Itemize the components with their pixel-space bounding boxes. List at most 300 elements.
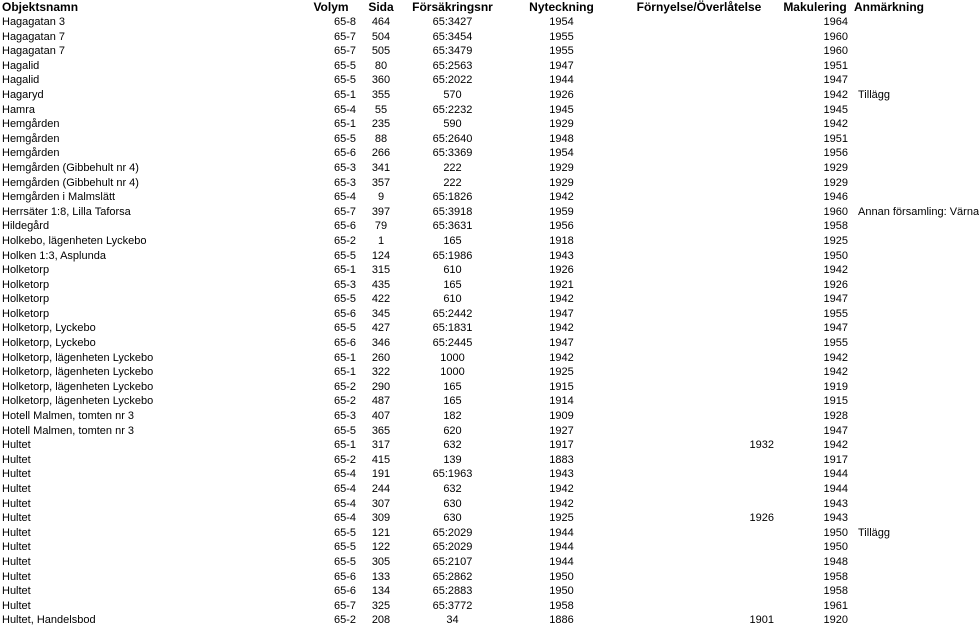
table-row — [0, 467, 960, 482]
cell-anmarkning — [852, 132, 960, 147]
cell-nyteckning: 1925 — [549, 512, 574, 525]
cell-volym: 65-7 — [333, 45, 356, 58]
cell-volym: 65-5 — [333, 526, 356, 539]
cell-volym: 65-3 — [333, 278, 356, 291]
cell-forsakringsnr: 570 — [443, 88, 462, 101]
cell-makulering: 1955 — [823, 337, 848, 350]
table-row — [0, 176, 960, 191]
cell-fornyelse — [620, 103, 778, 118]
cell-makulering: 1944 — [823, 483, 848, 495]
cell-objektsnamn: Holketorp — [2, 293, 50, 306]
table-row — [0, 613, 960, 628]
cell-forsakringsnr: 65:2029 — [432, 541, 473, 554]
cell-nyteckning: 1950 — [549, 570, 574, 583]
header-forsakringsnr: Försäkringsnr — [412, 0, 493, 14]
cell-forsakringsnr: 34 — [446, 614, 459, 627]
cell-sida: 415 — [371, 453, 391, 466]
cell-makulering: 1951 — [823, 59, 848, 72]
table-row — [0, 599, 960, 614]
cell-sida: 133 — [371, 570, 391, 583]
cell-anmarkning — [852, 570, 960, 585]
cell-anmarkning — [852, 409, 960, 424]
cell-makulering: 1960 — [823, 205, 848, 218]
cell-anmarkning — [852, 59, 960, 74]
cell-sida: 79 — [374, 220, 388, 233]
table-row — [0, 511, 960, 526]
cell-fornyelse — [620, 219, 778, 234]
cell-objektsnamn: Hagaryd — [2, 88, 44, 101]
table-row — [0, 394, 960, 409]
cell-forsakringsnr: 65:1963 — [432, 468, 473, 481]
cell-anmarkning — [852, 146, 960, 161]
cell-makulering: 1942 — [823, 439, 848, 452]
table-row — [0, 219, 960, 234]
cell-volym: 65-7 — [333, 205, 356, 218]
cell-nyteckning: 1945 — [549, 103, 574, 116]
cell-makulering: 1947 — [823, 293, 848, 306]
cell-nyteckning: 1959 — [549, 205, 574, 218]
cell-volym: 65-5 — [333, 424, 356, 437]
cell-fornyelse — [620, 190, 778, 205]
cell-objektsnamn: Hotell Malmen, tomten nr 3 — [2, 424, 135, 437]
cell-anmarkning — [852, 117, 960, 132]
cell-sida: 305 — [371, 555, 391, 568]
cell-makulering: 1942 — [823, 88, 848, 101]
cell-makulering: 1960 — [823, 45, 848, 58]
cell-fornyelse — [620, 249, 778, 264]
cell-volym: 65-6 — [333, 570, 356, 583]
cell-sida: 9 — [377, 191, 385, 204]
cell-anmarkning — [852, 249, 960, 264]
cell-makulering: 1947 — [823, 424, 848, 437]
cell-anmarkning — [852, 351, 960, 366]
cell-anmarkning — [852, 278, 960, 293]
cell-makulering: 1917 — [823, 453, 848, 466]
cell-nyteckning: 1954 — [549, 16, 574, 28]
cell-sida: 260 — [371, 351, 391, 364]
table-row — [0, 380, 960, 395]
cell-nyteckning: 1926 — [549, 88, 574, 101]
cell-fornyelse — [620, 526, 778, 541]
cell-forsakringsnr: 65:2442 — [432, 307, 473, 320]
cell-fornyelse — [620, 146, 778, 161]
cell-volym: 65-2 — [333, 453, 356, 466]
cell-forsakringsnr: 630 — [443, 512, 462, 525]
cell-volym: 65-2 — [333, 614, 356, 627]
cell-volym: 65-8 — [333, 16, 356, 28]
table-row — [0, 292, 960, 307]
cell-forsakringsnr: 65:2640 — [432, 132, 473, 145]
table-row — [0, 161, 960, 176]
cell-makulering: 1947 — [823, 74, 848, 87]
cell-forsakringsnr: 65:2029 — [432, 526, 473, 539]
header-makulering: Makulering — [783, 0, 847, 14]
cell-makulering: 1947 — [823, 322, 848, 335]
cell-volym: 65-5 — [333, 555, 356, 568]
cell-sida: 365 — [371, 424, 391, 437]
cell-objektsnamn: Holketorp, lägenheten Lyckebo — [2, 395, 154, 408]
cell-anmarkning — [852, 15, 960, 30]
cell-volym: 65-4 — [333, 103, 356, 116]
cell-volym: 65-6 — [333, 585, 356, 598]
cell-objektsnamn: Hultet — [2, 541, 31, 554]
cell-makulering: 1944 — [823, 468, 848, 481]
table-row — [0, 263, 960, 278]
cell-objektsnamn: Hultet — [2, 555, 31, 568]
cell-anmarkning: Tillägg — [858, 88, 890, 101]
cell-sida: 121 — [371, 526, 391, 539]
cell-forsakringsnr: 139 — [443, 453, 462, 466]
cell-anmarkning — [852, 30, 960, 45]
cell-objektsnamn: Hultet — [2, 497, 31, 510]
cell-forsakringsnr: 620 — [443, 424, 462, 437]
cell-anmarkning — [852, 453, 960, 468]
cell-forsakringsnr: 165 — [443, 278, 462, 291]
cell-fornyelse — [620, 234, 778, 249]
table-body — [0, 15, 979, 628]
cell-sida: 435 — [371, 278, 391, 291]
cell-anmarkning — [852, 234, 960, 249]
cell-nyteckning: 1942 — [549, 191, 574, 204]
cell-forsakringsnr: 632 — [443, 483, 462, 495]
cell-objektsnamn: Hemgården — [2, 132, 60, 145]
cell-forsakringsnr: 182 — [443, 410, 462, 423]
cell-objektsnamn: Hamra — [2, 103, 36, 116]
cell-fornyelse: 1932 — [749, 439, 774, 452]
cell-makulering: 1942 — [823, 351, 848, 364]
cell-nyteckning: 1929 — [549, 118, 574, 131]
table-row — [0, 190, 960, 205]
cell-sida: 505 — [371, 45, 391, 58]
cell-nyteckning: 1947 — [549, 307, 574, 320]
cell-sida: 346 — [371, 337, 391, 350]
table-row — [0, 365, 960, 380]
cell-forsakringsnr: 65:2862 — [432, 570, 473, 583]
cell-fornyelse — [620, 88, 778, 103]
cell-forsakringsnr: 65:1826 — [432, 191, 473, 204]
cell-sida: 191 — [371, 468, 391, 481]
cell-makulering: 1955 — [823, 307, 848, 320]
cell-volym: 65-5 — [333, 132, 356, 145]
cell-sida: 315 — [371, 264, 391, 277]
header-nyteckning: Nyteckning — [529, 0, 594, 14]
cell-fornyelse — [620, 132, 778, 147]
cell-objektsnamn: Hagagatan 7 — [2, 30, 65, 43]
cell-forsakringsnr: 222 — [443, 176, 462, 189]
cell-volym: 65-3 — [333, 410, 356, 423]
cell-nyteckning: 1926 — [549, 264, 574, 277]
header-volym: Volym — [313, 0, 349, 14]
cell-fornyelse — [620, 44, 778, 59]
cell-objektsnamn: Hagalid — [2, 74, 40, 87]
cell-forsakringsnr: 65:3454 — [432, 30, 473, 43]
cell-forsakringsnr: 610 — [443, 293, 462, 306]
cell-forsakringsnr: 65:1986 — [432, 249, 473, 262]
table-row — [0, 205, 960, 220]
table-row — [0, 117, 960, 132]
cell-volym: 65-1 — [333, 264, 356, 277]
cell-sida: 122 — [371, 541, 391, 554]
cell-anmarkning — [852, 219, 960, 234]
cell-volym: 65-5 — [333, 293, 356, 306]
cell-anmarkning — [852, 103, 960, 118]
cell-objektsnamn: Holketorp, lägenheten Lyckebo — [2, 351, 154, 364]
cell-makulering: 1951 — [823, 132, 848, 145]
cell-objektsnamn: Hultet — [2, 585, 31, 598]
cell-objektsnamn: Hultet — [2, 512, 31, 525]
cell-nyteckning: 1944 — [549, 555, 574, 568]
cell-forsakringsnr: 632 — [443, 439, 462, 452]
cell-sida: 357 — [371, 176, 391, 189]
cell-volym: 65-5 — [333, 74, 356, 87]
cell-sida: 345 — [371, 307, 391, 320]
cell-fornyelse — [620, 599, 778, 614]
cell-volym: 65-1 — [333, 366, 356, 379]
cell-makulering: 1925 — [823, 234, 848, 247]
cell-anmarkning — [852, 190, 960, 205]
cell-volym: 65-5 — [333, 59, 356, 72]
cell-nyteckning: 1955 — [549, 30, 574, 43]
cell-sida: 322 — [371, 366, 391, 379]
cell-fornyelse — [620, 584, 778, 599]
cell-sida: 124 — [371, 249, 391, 262]
cell-nyteckning: 1886 — [549, 614, 574, 627]
table-row — [0, 526, 960, 541]
table-row — [0, 424, 960, 439]
cell-objektsnamn: Hultet — [2, 570, 31, 583]
cell-objektsnamn: Holketorp — [2, 264, 50, 277]
cell-sida: 309 — [371, 512, 391, 525]
header-objektsnamn: Objektsnamn — [2, 0, 79, 14]
cell-nyteckning: 1947 — [549, 337, 574, 350]
cell-makulering: 1926 — [823, 278, 848, 291]
cell-anmarkning — [852, 497, 960, 512]
cell-anmarkning — [852, 394, 960, 409]
cell-volym: 65-1 — [333, 88, 356, 101]
cell-nyteckning: 1943 — [549, 249, 574, 262]
cell-fornyelse — [620, 263, 778, 278]
cell-forsakringsnr: 65:3631 — [432, 220, 473, 233]
cell-nyteckning: 1909 — [549, 410, 574, 423]
cell-anmarkning — [852, 321, 960, 336]
cell-volym: 65-6 — [333, 147, 356, 160]
cell-sida: 290 — [371, 380, 391, 393]
cell-anmarkning — [852, 438, 960, 453]
cell-fornyelse — [620, 59, 778, 74]
cell-sida: 464 — [371, 16, 391, 28]
cell-volym: 65-7 — [333, 30, 356, 43]
cell-objektsnamn: Hagagatan 7 — [2, 45, 65, 58]
cell-fornyelse — [620, 205, 778, 220]
cell-makulering: 1929 — [823, 161, 848, 174]
cell-forsakringsnr: 65:2022 — [432, 74, 473, 87]
cell-sida: 55 — [374, 103, 388, 116]
cell-sida: 244 — [371, 483, 391, 495]
cell-fornyelse — [620, 30, 778, 45]
cell-objektsnamn: Hagalid — [2, 59, 40, 72]
cell-anmarkning — [852, 365, 960, 380]
table-row — [0, 555, 960, 570]
cell-sida: 407 — [371, 410, 391, 423]
cell-objektsnamn: Holkebo, lägenheten Lyckebo — [2, 234, 147, 247]
cell-volym: 65-3 — [333, 161, 356, 174]
cell-sida: 1 — [377, 234, 385, 247]
cell-anmarkning — [852, 336, 960, 351]
cell-forsakringsnr: 590 — [443, 118, 462, 131]
cell-objektsnamn: Hagagatan 3 — [2, 16, 65, 28]
cell-sida: 341 — [371, 161, 391, 174]
cell-volym: 65-1 — [333, 439, 356, 452]
cell-fornyelse — [620, 555, 778, 570]
cell-anmarkning — [852, 380, 960, 395]
cell-objektsnamn: Hultet — [2, 526, 31, 539]
cell-nyteckning: 1929 — [549, 176, 574, 189]
table-row — [0, 409, 960, 424]
cell-anmarkning — [852, 599, 960, 614]
cell-nyteckning: 1948 — [549, 132, 574, 145]
cell-nyteckning: 1947 — [549, 59, 574, 72]
cell-sida: 80 — [374, 59, 388, 72]
header-sida: Sida — [368, 0, 394, 14]
cell-makulering: 1943 — [823, 497, 848, 510]
table-row — [0, 584, 960, 599]
cell-forsakringsnr: 65:3369 — [432, 147, 473, 160]
cell-anmarkning — [852, 555, 960, 570]
cell-sida: 360 — [371, 74, 391, 87]
cell-sida: 235 — [371, 118, 391, 131]
cell-fornyelse — [620, 351, 778, 366]
cell-objektsnamn: Holketorp — [2, 278, 50, 291]
cell-volym: 65-6 — [333, 307, 356, 320]
cell-objektsnamn: Hultet — [2, 453, 31, 466]
cell-nyteckning: 1944 — [549, 541, 574, 554]
cell-volym: 65-7 — [333, 599, 356, 612]
cell-nyteckning: 1956 — [549, 220, 574, 233]
cell-forsakringsnr: 1000 — [440, 351, 465, 364]
cell-makulering: 1961 — [823, 599, 848, 612]
cell-makulering: 1919 — [823, 380, 848, 393]
table-row — [0, 438, 960, 453]
cell-makulering: 1958 — [823, 220, 848, 233]
table-row — [0, 453, 960, 468]
cell-nyteckning: 1927 — [549, 424, 574, 437]
cell-forsakringsnr: 1000 — [440, 366, 465, 379]
table-row — [0, 132, 960, 147]
cell-makulering: 1964 — [823, 16, 848, 28]
cell-volym: 65-4 — [333, 497, 356, 510]
cell-nyteckning: 1915 — [549, 380, 574, 393]
cell-volym: 65-4 — [333, 191, 356, 204]
cell-fornyelse — [620, 15, 778, 30]
cell-objektsnamn: Hemgården (Gibbehult nr 4) — [2, 176, 139, 189]
table-row — [0, 59, 960, 74]
cell-volym: 65-1 — [333, 351, 356, 364]
cell-sida: 266 — [371, 147, 391, 160]
cell-objektsnamn: Herrsäter 1:8, Lilla Taforsa — [2, 205, 131, 218]
cell-makulering: 1929 — [823, 176, 848, 189]
cell-sida: 325 — [371, 599, 391, 612]
cell-forsakringsnr: 65:2107 — [432, 555, 473, 568]
cell-anmarkning — [852, 613, 960, 628]
cell-objektsnamn: Holketorp — [2, 307, 50, 320]
cell-volym: 65-4 — [333, 468, 356, 481]
cell-sida: 397 — [371, 205, 391, 218]
cell-objektsnamn: Holketorp, lägenheten Lyckebo — [2, 366, 154, 379]
cell-fornyelse — [620, 497, 778, 512]
cell-objektsnamn: Hemgården i Malmslätt — [2, 191, 116, 204]
table-row — [0, 482, 960, 497]
cell-makulering: 1950 — [823, 249, 848, 262]
cell-fornyelse — [620, 467, 778, 482]
cell-objektsnamn: Hultet — [2, 439, 31, 452]
cell-fornyelse: 1901 — [749, 614, 774, 627]
cell-volym: 65-6 — [333, 337, 356, 350]
table-header — [0, 0, 960, 15]
cell-fornyelse — [620, 424, 778, 439]
cell-objektsnamn: Hemgården — [2, 147, 60, 160]
cell-sida: 504 — [371, 30, 391, 43]
cell-sida: 208 — [371, 614, 391, 627]
cell-fornyelse — [620, 570, 778, 585]
cell-objektsnamn: Hultet, Handelsbod — [2, 614, 96, 627]
cell-makulering: 1950 — [823, 526, 848, 539]
cell-anmarkning — [852, 161, 960, 176]
cell-anmarkning — [852, 176, 960, 191]
cell-fornyelse — [620, 336, 778, 351]
cell-nyteckning: 1929 — [549, 161, 574, 174]
table-row — [0, 540, 960, 555]
cell-nyteckning: 1883 — [549, 453, 574, 466]
cell-nyteckning: 1944 — [549, 526, 574, 539]
cell-volym: 65-3 — [333, 176, 356, 189]
table-row — [0, 44, 960, 59]
cell-forsakringsnr: 65:3427 — [432, 16, 473, 28]
cell-nyteckning: 1942 — [549, 351, 574, 364]
cell-fornyelse — [620, 453, 778, 468]
cell-forsakringsnr: 65:2445 — [432, 337, 473, 350]
cell-fornyelse — [620, 380, 778, 395]
cell-forsakringsnr: 222 — [443, 161, 462, 174]
cell-nyteckning: 1918 — [549, 234, 574, 247]
cell-nyteckning: 1942 — [549, 293, 574, 306]
cell-sida: 487 — [371, 395, 391, 408]
table-row — [0, 278, 960, 293]
cell-makulering: 1950 — [823, 541, 848, 554]
table-row — [0, 497, 960, 512]
cell-fornyelse: 1926 — [749, 512, 774, 525]
cell-forsakringsnr: 65:2883 — [432, 585, 473, 598]
cell-forsakringsnr: 65:2563 — [432, 59, 473, 72]
header-anmarkning: Anmärkning — [854, 0, 925, 14]
cell-makulering: 1960 — [823, 30, 848, 43]
cell-forsakringsnr: 65:2232 — [432, 103, 473, 116]
cell-fornyelse — [620, 292, 778, 307]
cell-volym: 65-5 — [333, 322, 356, 335]
cell-volym: 65-1 — [333, 118, 356, 131]
cell-objektsnamn: Holketorp, Lyckebo — [2, 322, 96, 335]
table-row — [0, 570, 960, 585]
cell-volym: 65-4 — [333, 483, 356, 495]
cell-forsakringsnr: 165 — [443, 395, 462, 408]
table-row — [0, 146, 960, 161]
table-row — [0, 30, 960, 45]
cell-forsakringsnr: 630 — [443, 497, 462, 510]
cell-fornyelse — [620, 278, 778, 293]
cell-anmarkning — [852, 584, 960, 599]
cell-nyteckning: 1942 — [549, 497, 574, 510]
cell-anmarkning — [852, 73, 960, 88]
cell-makulering: 1946 — [823, 191, 848, 204]
